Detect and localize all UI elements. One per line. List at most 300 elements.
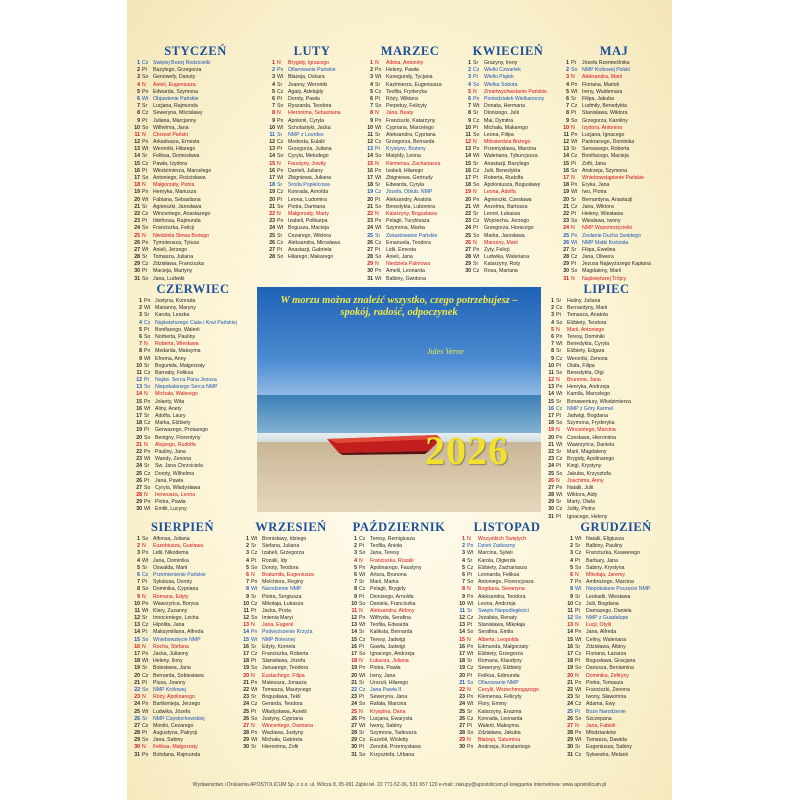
saints-names: Modesta, Eulalii	[288, 139, 325, 146]
day-row	[558, 74, 670, 81]
weekday: Pn	[251, 629, 258, 636]
saints-names: Bonifacego, Walerii	[155, 326, 200, 333]
day-row	[131, 413, 255, 420]
day-number: 13	[367, 146, 373, 153]
day-number: 17	[351, 651, 357, 657]
day-row	[264, 218, 360, 225]
weekday: Pn	[375, 218, 382, 225]
day-number: 9	[551, 355, 554, 362]
day-number: 5	[354, 564, 357, 571]
weekday: Pt	[142, 730, 147, 737]
day-row	[238, 550, 344, 557]
saints-names: Zyty, Felicji	[484, 246, 510, 253]
day-row	[238, 680, 344, 687]
saints-names: Bogumiła, Małgorzaty	[155, 362, 205, 369]
saints-names: Alberta, Leopolda	[478, 636, 519, 643]
day-number: 16	[567, 643, 573, 650]
saints-names: Michała, Gabriela	[262, 737, 303, 744]
day-row	[460, 175, 556, 182]
day-number: 4	[462, 557, 465, 564]
month-may	[558, 42, 670, 283]
day-row	[562, 622, 670, 629]
day-row	[238, 572, 344, 579]
day-row	[129, 572, 236, 579]
day-number: 14	[367, 153, 373, 160]
weekday: Cz	[473, 117, 480, 124]
saints-names: Bronisławy, Idziego	[262, 536, 307, 542]
day-row	[362, 89, 458, 96]
day-number: 6	[137, 95, 140, 102]
saints-names: Lucjana, Ewarysta	[370, 715, 413, 722]
day-row	[562, 680, 670, 687]
saints-names: NMP z Góry Karmel	[567, 405, 614, 412]
day-number: 29	[563, 261, 569, 268]
day-number: 25	[548, 470, 554, 477]
saints-names: Moniki, Cezarego	[153, 722, 194, 729]
day-number: 23	[465, 218, 471, 225]
saints-names: Apolinarego, Faustyny	[370, 564, 422, 571]
day-row	[264, 189, 360, 196]
day-number: 22	[243, 686, 249, 693]
weekday: So	[359, 651, 366, 657]
day-number: 13	[567, 622, 573, 629]
day-row	[454, 644, 560, 651]
day-row	[562, 586, 670, 593]
day-number: 31	[567, 751, 573, 758]
weekday: Pt	[556, 413, 561, 419]
saints-names: Jana, Oliwera	[582, 254, 614, 261]
weekday: Cz	[359, 636, 366, 643]
day-number: 14	[243, 629, 249, 636]
weekday: Pt	[556, 463, 561, 470]
saints-names: Benedykta, Olgi	[567, 369, 604, 376]
saints-names: Kaliksta, Bernarda	[370, 629, 413, 636]
saints-names: Miłosierdzia Bożego	[484, 139, 531, 146]
saints-names: Wincentego, Marcina	[567, 427, 616, 434]
saints-names: Leonarda, Feliksa	[478, 571, 520, 578]
day-row	[129, 565, 236, 572]
weekday: Pt	[473, 225, 478, 232]
day-row	[346, 608, 452, 615]
day-row	[543, 370, 670, 377]
day-number: 18	[269, 182, 275, 189]
weekday: Pn	[142, 88, 149, 95]
day-number: 2	[139, 305, 142, 312]
weekday: Pt	[142, 218, 147, 225]
day-number: 5	[246, 564, 249, 571]
saints-names: Anastazji, Gabriela	[288, 246, 332, 253]
day-row	[562, 744, 670, 751]
saints-names: Krystyny, Bożeny	[386, 146, 426, 153]
day-row	[129, 629, 236, 636]
weekday: N	[575, 672, 579, 679]
saints-names: Heleny, Ilony	[153, 658, 183, 665]
saints-names: Poniedziałek Wielkanocny	[484, 95, 545, 102]
saints-names: Jacka, Julianny	[153, 651, 189, 657]
weekday: Cz	[473, 218, 480, 225]
day-number: 16	[367, 167, 373, 174]
day-row	[454, 701, 560, 708]
saints-names: Benigny, Florentyny	[155, 434, 201, 441]
weekday: So	[142, 536, 149, 542]
day-row	[129, 694, 236, 701]
day-row	[558, 197, 670, 204]
weekday: Wt	[575, 536, 582, 542]
day-number: 14	[134, 153, 140, 160]
day-row	[362, 153, 458, 160]
day-row	[129, 709, 236, 716]
weekday: N	[556, 477, 560, 484]
weekday: So	[142, 737, 149, 744]
day-number: 22	[351, 686, 357, 693]
day-number: 24	[243, 701, 249, 708]
saints-names: Franciszka, Felicji	[153, 225, 195, 232]
month-title: CZERWIEC	[156, 282, 230, 296]
weekday: Śr	[142, 153, 148, 160]
day-row	[129, 687, 236, 694]
weekday: Śr	[251, 543, 257, 550]
day-row	[264, 139, 360, 146]
day-row	[362, 197, 458, 204]
day-row	[264, 103, 360, 110]
weekday: N	[375, 261, 379, 268]
weekday: Wt	[142, 146, 149, 153]
weekday: Śr	[375, 182, 381, 189]
weekday: Cz	[473, 268, 480, 275]
day-number: 14	[465, 153, 471, 160]
day-row	[454, 565, 560, 572]
weekday: Wt	[473, 103, 480, 110]
weekday: Cz	[571, 153, 578, 160]
day-row	[562, 629, 670, 636]
saints-names: Teofila, Edwarda	[370, 622, 409, 629]
day-number: 2	[272, 67, 275, 74]
day-number: 19	[351, 665, 357, 672]
saints-names: Jana, Alfreda	[586, 629, 617, 636]
saints-names: Błażeja, Saturnina	[478, 737, 521, 744]
day-row	[558, 247, 670, 254]
saints-names: NMP Królowej Polski	[582, 67, 631, 74]
weekday: Cz	[359, 536, 366, 542]
weekday: Wt	[571, 88, 578, 95]
day-number: 12	[243, 615, 249, 622]
weekday: Pt	[473, 175, 478, 181]
weekday: Pn	[571, 232, 578, 239]
day-number: 11	[367, 131, 373, 138]
day-number: 4	[246, 557, 249, 564]
saints-names: Edwarda, Szymona	[153, 88, 198, 95]
weekday: N	[556, 377, 560, 384]
weekday: So	[571, 117, 578, 124]
weekday: Pn	[142, 651, 149, 657]
day-number: 21	[459, 679, 465, 686]
day-number: 2	[354, 543, 357, 550]
weekday: Wt	[251, 586, 258, 593]
day-row	[131, 506, 255, 513]
day-number: 1	[551, 298, 554, 304]
weekday: Cz	[277, 189, 284, 196]
day-row	[562, 536, 670, 543]
day-row	[346, 644, 452, 651]
saints-names: Antoniego, Rościsława	[153, 175, 206, 181]
day-row	[129, 744, 236, 751]
weekday: Cz	[277, 139, 284, 146]
day-row	[543, 420, 670, 427]
weekday: Wt	[142, 658, 149, 665]
weekday: Pn	[142, 139, 149, 146]
weekday: Cz	[142, 672, 149, 679]
saints-names: Bohdana, Rajmunda	[153, 751, 201, 758]
day-row	[131, 391, 255, 398]
day-number: 30	[563, 268, 569, 275]
day-row	[346, 565, 452, 572]
saints-names: Przemienienie Pańskie	[153, 571, 206, 578]
day-number: 7	[462, 579, 465, 586]
day-number: 20	[567, 672, 573, 679]
day-row	[129, 536, 236, 543]
weekday: Pt	[359, 543, 364, 550]
saints-names: NMP Częstochowskiej	[153, 715, 205, 722]
day-number: 16	[563, 167, 569, 174]
day-number: 12	[351, 615, 357, 622]
day-number: 10	[563, 124, 569, 131]
day-number: 25	[136, 470, 142, 477]
day-row	[362, 67, 458, 74]
saints-names: Balbiny, Pauliny	[586, 543, 623, 550]
day-number: 26	[269, 239, 275, 246]
weekday: Cz	[556, 355, 563, 362]
day-row	[562, 608, 670, 615]
day-row	[543, 363, 670, 370]
day-row	[558, 218, 670, 225]
day-number: 28	[134, 730, 140, 737]
weekday: Śr	[144, 463, 150, 470]
day-number: 6	[246, 571, 249, 578]
saints-names: Barnaby, Feliksa	[155, 369, 194, 376]
day-row	[131, 399, 255, 406]
weekday: N	[359, 658, 363, 665]
saints-names: Flory, Emmy	[478, 701, 507, 708]
weekday: Pn	[144, 298, 151, 304]
weekday: Cz	[375, 88, 382, 95]
saints-names: Stanisława, Mikołaja	[478, 622, 525, 629]
day-row	[238, 644, 344, 651]
saints-names: Dariusza, Beniamina	[586, 665, 634, 672]
day-row	[562, 730, 670, 737]
saints-names: Anieli, Jerzego	[153, 246, 188, 253]
saints-names: Alojzego, Rudolfa	[155, 441, 196, 448]
saints-names: Zbigniewa, Juliana	[288, 175, 331, 181]
saints-names: Benedykta, Cyryla	[567, 341, 610, 348]
weekday: So	[571, 67, 578, 74]
day-number: 5	[272, 88, 275, 95]
saints-names: Tomasza, Dawida	[586, 737, 627, 744]
weekday: Śr	[142, 665, 148, 672]
day-number: 6	[139, 333, 142, 340]
day-number: 2	[551, 305, 554, 312]
day-number: 22	[367, 210, 373, 217]
weekday: Pn	[556, 484, 563, 491]
weekday: Śr	[144, 413, 150, 419]
saints-names: Klary, Zuzanny	[153, 607, 188, 614]
day-number: 23	[563, 218, 569, 225]
day-number: 15	[465, 160, 471, 167]
day-number: 27	[134, 722, 140, 729]
day-row	[562, 752, 670, 759]
day-row	[362, 276, 458, 283]
weekday: N	[575, 722, 579, 729]
month-title: LISTOPAD	[473, 520, 541, 534]
weekday: Wt	[144, 506, 151, 513]
saints-names: Józefa Rzemieślnika	[582, 60, 630, 66]
month-july	[543, 280, 670, 521]
weekday: Wt	[467, 600, 474, 607]
day-number: 17	[136, 413, 142, 419]
saints-names: Anieli, Eugeniusza	[153, 81, 196, 88]
day-number: 11	[243, 607, 249, 614]
weekday: Pt	[575, 658, 580, 665]
day-number: 24	[548, 463, 554, 470]
saints-names: Henryka, Andrzeja	[567, 384, 610, 391]
day-number: 18	[134, 182, 140, 189]
weekday: Pt	[473, 74, 478, 81]
weekday: Pn	[359, 615, 366, 622]
day-row	[543, 327, 670, 334]
weekday: N	[142, 81, 146, 88]
day-row	[129, 146, 262, 153]
weekday: Wt	[359, 722, 366, 729]
saints-names: Julity, Piotra	[567, 506, 595, 513]
day-number: 28	[563, 254, 569, 261]
day-row	[460, 110, 556, 117]
day-row	[129, 254, 262, 261]
saints-names: Leona, Ludomira	[288, 196, 327, 203]
saints-names: Ignacego, Andrzeja	[370, 651, 415, 657]
day-number: 30	[459, 744, 465, 751]
day-number: 14	[567, 629, 573, 636]
day-row	[558, 268, 670, 275]
day-number: 2	[246, 543, 249, 550]
day-number: 6	[570, 571, 573, 578]
weekday: Wt	[571, 189, 578, 196]
weekday: Pt	[251, 557, 256, 564]
day-row	[558, 60, 670, 67]
weekday: So	[142, 175, 149, 181]
day-row	[543, 463, 670, 470]
day-row	[454, 586, 560, 593]
day-row	[362, 254, 458, 261]
day-row	[454, 629, 560, 636]
day-number: 15	[351, 636, 357, 643]
day-row	[346, 709, 452, 716]
day-row	[238, 687, 344, 694]
weekday: Śr	[277, 182, 283, 189]
day-number: 8	[468, 110, 471, 117]
day-number: 14	[351, 629, 357, 636]
saints-names: Filipa, Jakuba	[582, 95, 615, 102]
weekday: So	[142, 586, 149, 593]
weekday: So	[375, 103, 382, 110]
weekday: Pn	[575, 629, 582, 636]
saints-names: Elżbiety, Edgara	[567, 348, 605, 355]
weekday: Cz	[142, 722, 149, 729]
day-row	[460, 268, 556, 275]
saints-names: Najświętszej Trójcy	[582, 275, 627, 282]
day-number: 9	[370, 117, 373, 124]
day-row	[454, 730, 560, 737]
saints-names: Gerarda, Teodora	[262, 701, 303, 708]
day-row	[543, 334, 670, 341]
day-row	[346, 594, 452, 601]
weekday: So	[575, 564, 582, 571]
weekday: Pn	[571, 131, 578, 138]
weekday: Pn	[144, 348, 151, 355]
day-row	[362, 189, 458, 196]
day-number: 22	[459, 686, 465, 693]
day-number: 3	[566, 74, 569, 81]
saints-names: Marty, Olafa	[567, 499, 595, 506]
day-number: 30	[548, 506, 554, 513]
weekday: Śr	[556, 348, 562, 355]
day-row	[543, 478, 670, 485]
day-number: 31	[134, 275, 140, 282]
saints-names: Olafa, Filipa	[567, 362, 595, 369]
saints-names: Melchiora, Reginy	[262, 579, 304, 586]
day-number: 17	[459, 651, 465, 657]
day-row	[129, 594, 236, 601]
day-row	[264, 125, 360, 132]
day-number: 19	[548, 427, 554, 434]
weekday: Śr	[251, 744, 257, 751]
weekday: N	[142, 593, 146, 600]
day-number: 4	[139, 319, 142, 326]
day-number: 25	[367, 232, 373, 239]
day-row	[346, 543, 452, 550]
day-row	[129, 211, 262, 218]
day-number: 19	[465, 189, 471, 196]
day-row	[562, 572, 670, 579]
day-number: 3	[570, 550, 573, 557]
day-row	[454, 615, 560, 622]
saints-names: Aleksandra, Teodora	[478, 593, 526, 600]
saints-names: Wilhelma, Jana	[153, 124, 189, 131]
day-number: 28	[243, 730, 249, 737]
month-august	[129, 518, 236, 759]
saints-names: Środa Popielcowa	[288, 182, 330, 189]
weekday: N	[359, 708, 363, 715]
saints-names: Michała, Makarego	[484, 124, 528, 131]
saints-names: Leona, Filipa	[484, 131, 514, 138]
weekday: Pn	[556, 434, 563, 441]
weekday: N	[142, 131, 146, 138]
day-number: 10	[459, 600, 465, 607]
day-number: 1	[370, 60, 373, 66]
day-number: 5	[566, 88, 569, 95]
day-number: 3	[246, 550, 249, 557]
day-row	[543, 449, 670, 456]
weekday: Pn	[467, 543, 474, 550]
weekday: Cz	[359, 737, 366, 744]
day-row	[346, 752, 452, 759]
day-row	[562, 543, 670, 550]
day-row	[264, 168, 360, 175]
day-number: 23	[134, 218, 140, 225]
weekday: Śr	[251, 593, 257, 600]
day-number: 1	[272, 60, 275, 66]
weekday: Wt	[144, 305, 151, 312]
day-row	[129, 60, 262, 67]
beach-photo	[257, 287, 541, 512]
